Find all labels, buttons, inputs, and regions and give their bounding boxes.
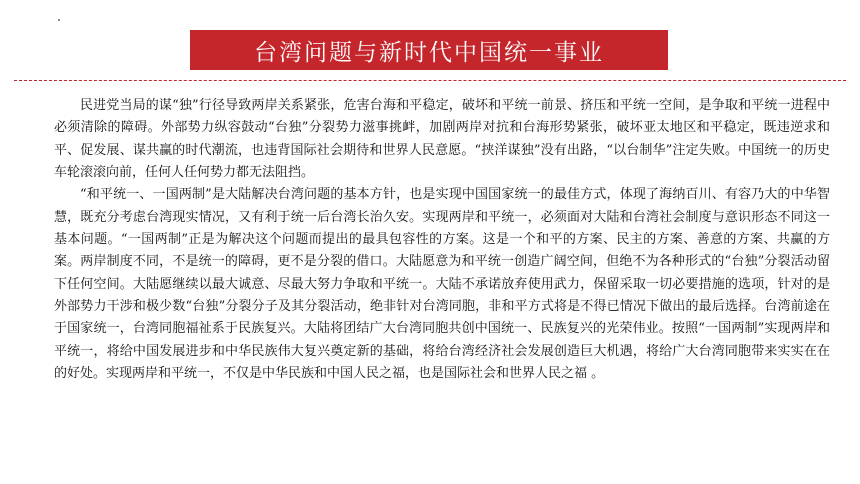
paragraph-2: “和平统一、一国两制”是大陆解决台湾问题的基本方针，也是实现中国国家统一的最佳方式，体现了海纳百川、有容乃大的中华智慧，既充分考虑台湾现实情况，又有利于统一后台湾长治久安。实现两岸和平统一，必须面对大陆和台湾社会制度与意识形态不同这一基本问题。“一国两制”正是为解决这个问题而提出的最具包容性的方案。这是一个和平的方案、民主的方案、善意的方案、共赢的方案。两岸制度不同，不是统一的障碍，更不是分裂的借口。大陆愿意为和平统一创造广阔空间，但绝不为各种形式的“台独”分裂活动留下任何空间。大陆愿继续以最大诚意、尽最大努力争取和平统一。大陆不承诺放弃使用武力，保留采取一切必要措施的选项，针对的是外部势力干涉和极少数“台独”分裂分子及其分裂活动，绝非针对台湾同胞，非和平方式将是不得已情况下做出的最后选择。台湾前途在于国家统一，台湾同胞福祉系于民族复兴。大陆将团结广大台湾同胞共创中国统一、民族复兴的光荣伟业。按照“一国两制”实现两岸和平统一，将给中国发展进步和中华民族伟大复兴奠定新的基础，将给台湾经济社会发展创造巨大机遇，将给广大台湾同胞带来实实在在的好处。实现两岸和平统一，不仅是中华民族和中国人民之福，也是国际社会和世界人民之福 。	[54, 187, 830, 382]
page-title: 台湾问题与新时代中国统一事业	[254, 39, 604, 66]
title-banner	[190, 30, 668, 70]
corner-dot	[58, 19, 60, 21]
dashed-divider	[14, 80, 846, 81]
paragraph-1: 民进党当局的谋“独”行径导致两岸关系紧张，危害台海和平稳定，破坏和平统一前景、挤压和平统一空间，是争取和平统一进程中必须清除的障碍。外部势力纵容鼓动“台独”分裂势力滋事挑衅，加剧两岸对抗和台海形势紧张，破坏亚太地区和平稳定，既违逆求和平、促发展、谋共赢的时代潮流，也违背国际社会期待和世界人民意愿。“挟洋谋独”没有出路，“以台制华”注定失败。中国统一的历史车轮滚滚向前，任何人任何势力都无法阻挡。	[54, 98, 830, 181]
body-text	[54, 95, 830, 385]
